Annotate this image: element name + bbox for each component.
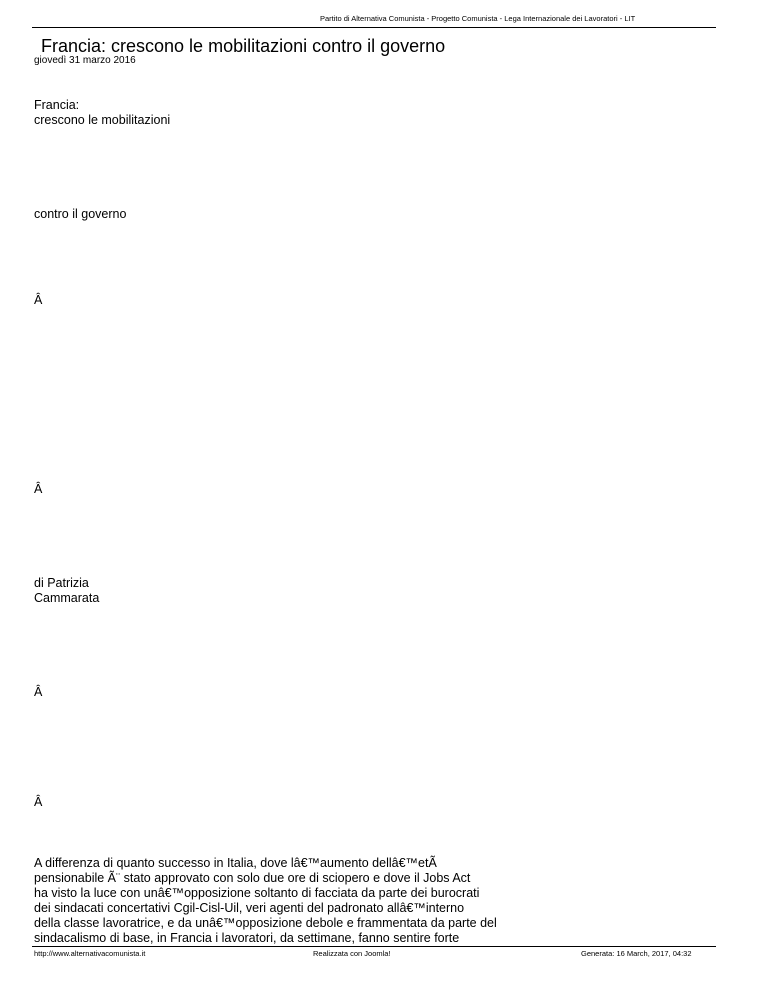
- subtitle-line: Francia:: [34, 98, 80, 112]
- article-body: [34, 856, 497, 946]
- spacer-glyph: Â: [34, 795, 43, 809]
- article-subtitle: [34, 98, 170, 128]
- footer-url-link[interactable]: http://www.alternativacomunista.it: [34, 949, 146, 958]
- body-line: pensionabile Ã¨ stato approvato con solo due ore di sciopero e dove il Jobs Act: [34, 871, 471, 885]
- header-divider: [32, 27, 716, 28]
- body-line: A differenza di quanto successo in Italia, dove lâ€™aumento dellâ€™etÃ: [34, 856, 437, 870]
- author-line: di Patrizia: [34, 576, 89, 590]
- footer-divider: [32, 946, 716, 947]
- author-line: Cammarata: [34, 591, 100, 605]
- spacer-glyph: Â: [34, 293, 43, 307]
- spacer-glyph: Â: [34, 482, 43, 496]
- site-header: Partito di Alternativa Comunista - Progetto Comunista - Lega Internazionale dei Lavoratori - LIT: [320, 14, 636, 23]
- article-date: giovedì 31 marzo 2016: [34, 55, 136, 66]
- footer-powered-by: Realizzata con Joomla!: [313, 949, 391, 958]
- footer-generated-date: Generata: 16 March, 2017, 04:32: [581, 949, 692, 958]
- body-line: dei sindacati concertativi Cgil-Cisl-Uil, veri agenti del padronato allâ€™interno: [34, 901, 465, 915]
- body-line: della classe lavoratrice, e da unâ€™opposizione debole e frammentata da parte del: [34, 916, 497, 930]
- spacer-glyph: Â: [34, 685, 43, 699]
- subtitle-end: contro il governo: [34, 207, 127, 221]
- body-line: ha visto la luce con unâ€™opposizione soltanto di facciata da parte dei burocrati: [34, 886, 480, 900]
- article-title: Francia: crescono le mobilitazioni contro il governo: [41, 36, 446, 56]
- subtitle-line: crescono le mobilitazioni: [34, 113, 171, 127]
- article-author: [34, 576, 99, 606]
- body-line: sindacalismo di base, in Francia i lavoratori, da settimane, fanno sentire forte: [34, 931, 460, 945]
